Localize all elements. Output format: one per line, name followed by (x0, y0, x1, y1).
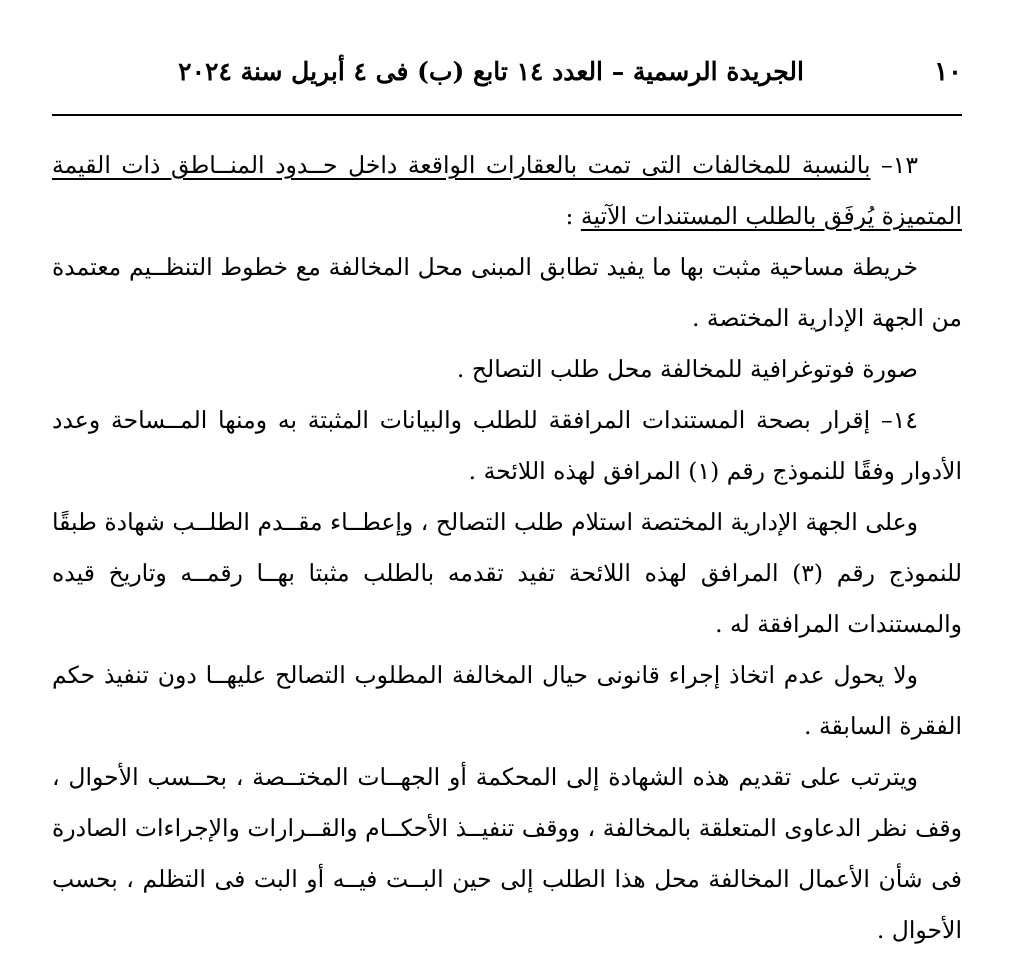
item-13-document-2: صورة فوتوغرافية للمخالفة محل طلب التصالح . (456, 355, 918, 383)
item-14-paragraph: ١٤– إقرار بصحة المستندات المرافقة للطلب والبيانات المثبتة به ومنها المــساحة وعدد الأدوار وفقًا للنموذج رقم (١) المرافق لهذه اللائحة . (52, 406, 962, 485)
certificate-effects-paragraph: ويترتب على تقديم هذه الشهادة إلى المحكمة أو الجهــات المختــصة ، بحــسب الأحوال ، وقف نظر الدعاوى المتعلقة بالمخالفة ، ووقف تنفيــذ الأحكــام والقــرارات والإجراءات الصادرة فى شأن الأعمال المخالفة محل هذا الطلب إلى حين البــت فيــه أو البت فى التظلم ، بحسب الأحوال . (52, 763, 962, 944)
no-prevention-paragraph: ولا يحول عدم اتخاذ إجراء قانونى حيال المخالفة المطلوب التصالح عليهــا دون تنفيذ حكم الفقرة السابقة . (52, 661, 962, 740)
document-body (52, 140, 962, 956)
item-13-number: ١٣– (881, 151, 918, 179)
item-13-document-1: خريطة مساحية مثبت بها ما يفيد تطابق المبنى محل المخالفة مع خطوط التنظــيم معتمدة من الجهة الإدارية المختصة . (52, 253, 962, 332)
item-13-heading: بالنسبة للمخالفات التى تمت بالعقارات الواقعة داخل حــدود المنــاطق ذات القيمة المتميزة يُرفَق بالطلب المستندات الآتية (52, 151, 962, 230)
page-number: ١٠ (934, 57, 962, 87)
authority-certificate-paragraph: وعلى الجهة الإدارية المختصة استلام طلب التصالح ، وإعطــاء مقــدم الطلــب شهادة طبقًا للنموذج رقم (٣) المرافق لهذه اللائحة تفيد تقدمه بالطلب مثبتا بهــا رقمــه وتاريخ قيده والمستندات المرافقة له . (52, 508, 962, 638)
header-divider (52, 114, 962, 116)
item-13-colon: : (565, 202, 581, 230)
item-13-paragraph (52, 140, 962, 242)
gazette-title: الجريدة الرسمية – العدد ١٤ تابع (ب) فى ٤ أبريل سنة ٢٠٢٤ (178, 57, 804, 86)
page-header (52, 52, 962, 96)
